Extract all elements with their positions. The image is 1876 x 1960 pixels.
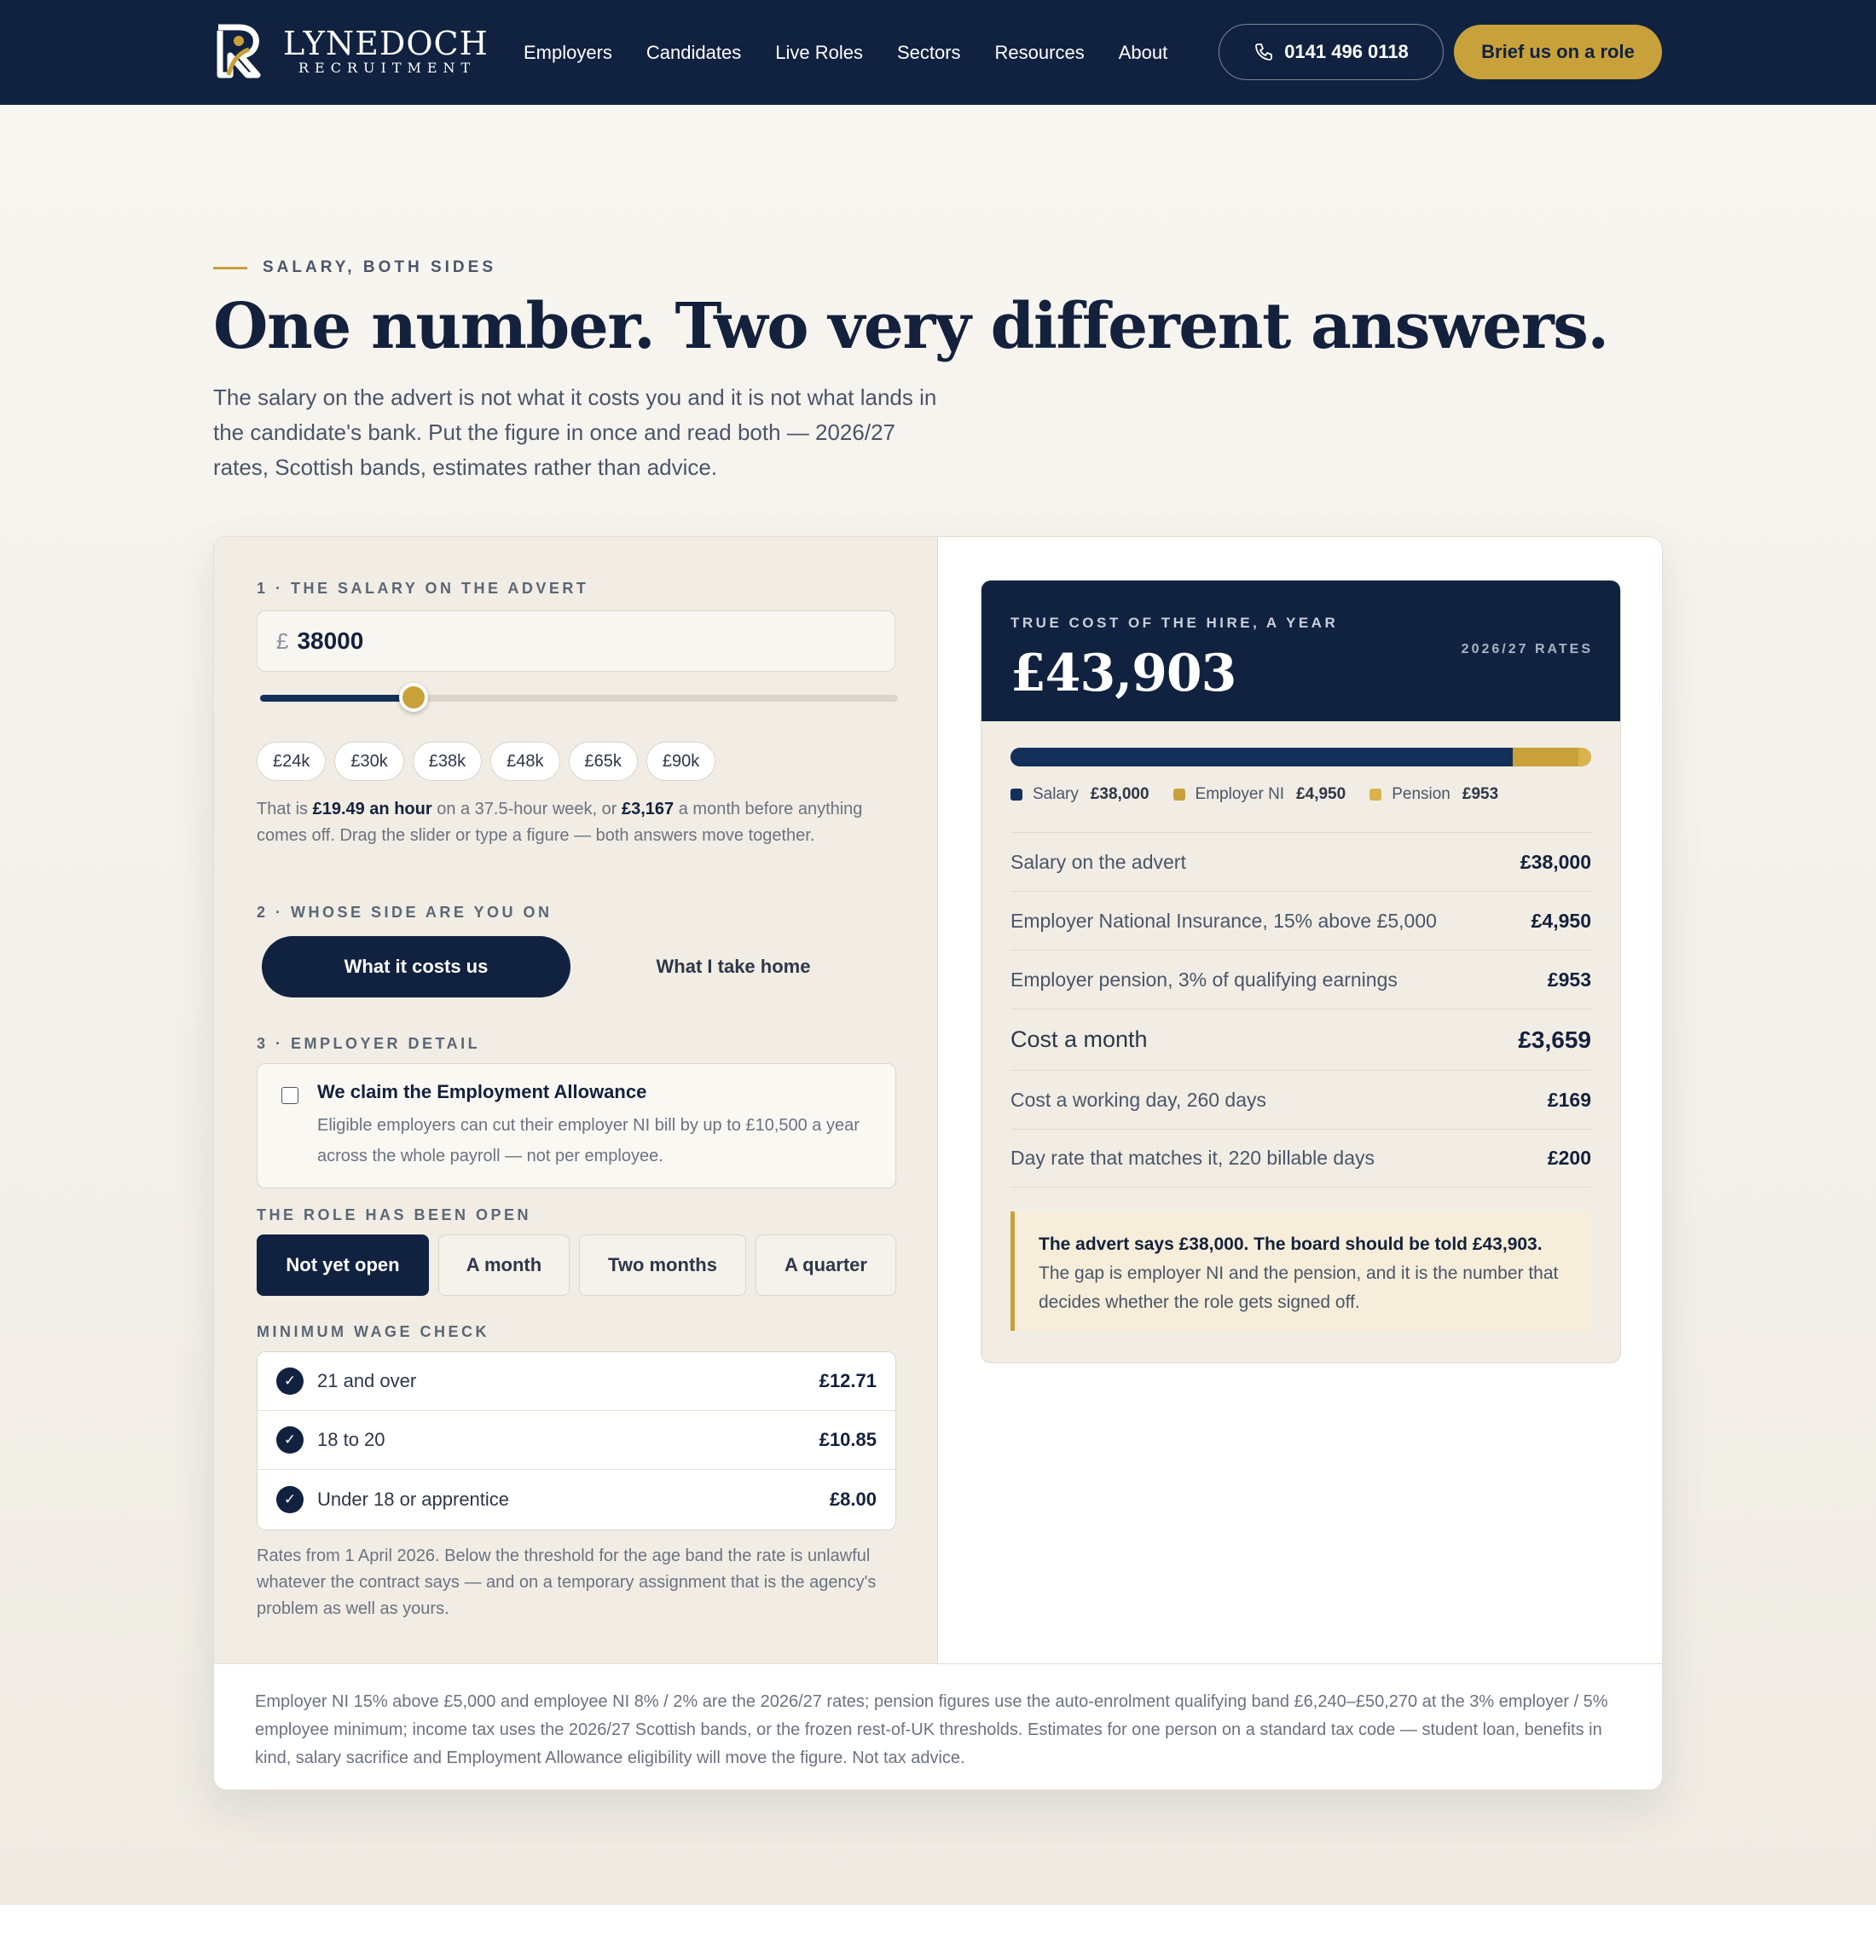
calculator-inputs — [214, 537, 938, 1663]
preset-30k[interactable]: £30k — [334, 742, 403, 781]
brief-role-button[interactable]: Brief us on a role — [1454, 25, 1662, 79]
salary-presets — [257, 742, 715, 781]
row-employer-ni — [1010, 891, 1591, 950]
nav-live-roles[interactable]: Live Roles — [775, 41, 863, 63]
slider-handle[interactable] — [399, 683, 428, 712]
page-intro: The salary on the advert is not what it costs you and it is not what lands in the candidate's bank. Put the figure in once and read both — 2026/27 rates, Scottish bands, estimates rather than advice. — [213, 384, 937, 480]
preset-90k[interactable]: £90k — [646, 742, 715, 781]
nav-candidates[interactable]: Candidates — [646, 41, 742, 63]
minimum-wage-label: MINIMUM WAGE CHECK — [257, 1323, 489, 1340]
cost-header — [981, 581, 1621, 721]
preset-24k[interactable]: £24k — [257, 742, 326, 781]
bar-segment-employer-ni — [1513, 748, 1578, 766]
age-band: 21 and over — [317, 1370, 417, 1391]
legend-swatch — [1369, 789, 1381, 801]
step3-label: 3 · EMPLOYER DETAIL — [257, 1035, 481, 1052]
employment-allowance-option[interactable] — [257, 1063, 896, 1188]
wage-rate: £8.00 — [829, 1488, 877, 1510]
row-cost-month — [1010, 1009, 1591, 1070]
legend-value: £4,950 — [1296, 785, 1346, 803]
logo-name: LYNEDOCH — [283, 25, 489, 62]
row-value: £169 — [1547, 1088, 1591, 1111]
wage-rate: £10.85 — [819, 1429, 877, 1450]
cost-rows — [1010, 832, 1591, 1188]
legend-label: Employer NI — [1195, 785, 1285, 803]
salary-breakdown-note — [257, 796, 896, 849]
total-cost: £43,903 — [1010, 644, 1236, 703]
table-row — [258, 1470, 895, 1529]
period-a-month[interactable]: A month — [438, 1234, 570, 1296]
cost-panel — [981, 580, 1621, 1363]
allowance-title: We claim the Employment Allowance — [317, 1081, 647, 1102]
step1-label: 1 · THE SALARY ON THE ADVERT — [257, 580, 589, 597]
eyebrow-rule — [213, 267, 247, 269]
row-label: Salary on the advert — [1010, 850, 1186, 873]
nav-resources[interactable]: Resources — [994, 41, 1085, 63]
allowance-description: Eligible employers can cut their employer NI bill by up to £10,500 a year across the whole payroll — not per employee. — [317, 1116, 860, 1165]
note-pre: That is — [257, 800, 313, 818]
role-open-label: THE ROLE HAS BEEN OPEN — [257, 1206, 532, 1223]
currency-symbol: £ — [276, 627, 289, 654]
page-title: One number. Two very different answers. — [213, 290, 1608, 363]
row-label: Cost a working day, 260 days — [1010, 1088, 1267, 1111]
row-label: Cost a month — [1010, 1026, 1148, 1052]
legend-salary — [1010, 785, 1149, 804]
row-day-rate — [1010, 1129, 1591, 1188]
toggle-employer-cost[interactable]: What it costs us — [262, 936, 570, 997]
cost-legend — [1010, 785, 1522, 804]
legend-swatch — [1173, 789, 1185, 801]
callout-text: The gap is employer NI and the pension, and it is the number that decides whether the role gets signed off. — [1039, 1263, 1559, 1312]
logo-mark-icon — [213, 24, 275, 78]
row-salary — [1010, 832, 1591, 891]
preset-65k[interactable]: £65k — [569, 742, 638, 781]
minimum-wage-note: Rates from 1 April 2026. Below the threshold for the age band the rate is unlawful whatever the contract says — and on a temporary assignment that is the agency's problem as well as yours. — [257, 1547, 877, 1618]
footer-strip — [0, 1904, 1876, 1960]
preset-38k[interactable]: £38k — [413, 742, 482, 781]
bar-segment-pension — [1578, 748, 1591, 766]
board-callout — [1010, 1211, 1591, 1331]
row-cost-day — [1010, 1070, 1591, 1129]
cost-label: TRUE COST OF THE HIRE, A YEAR — [1010, 615, 1339, 631]
legend-pension — [1369, 785, 1498, 804]
period-not-yet-open[interactable]: Not yet open — [257, 1234, 429, 1296]
legend-label: Salary — [1033, 785, 1079, 803]
period-two-months[interactable]: Two months — [579, 1234, 746, 1296]
check-icon: ✓ — [276, 1426, 304, 1454]
bar-segment-salary — [1010, 748, 1513, 766]
table-row — [258, 1411, 895, 1470]
toggle-take-home[interactable]: What I take home — [656, 956, 811, 977]
top-navigation — [0, 0, 1876, 105]
note-post: a month before anything comes off. Drag the slider or type a figure — both answers move together. — [257, 800, 863, 845]
eyebrow-text: SALARY, BOTH SIDES — [263, 258, 496, 276]
salary-slider[interactable] — [260, 695, 898, 702]
section-eyebrow — [213, 258, 496, 277]
callout-headline: The advert says £38,000. The board should be told £43,903. — [1039, 1234, 1543, 1254]
phone-button[interactable] — [1219, 24, 1444, 80]
nav-employers[interactable]: Employers — [524, 41, 612, 63]
check-icon: ✓ — [276, 1486, 304, 1513]
salary-calculator-card — [213, 536, 1663, 1790]
age-band: 18 to 20 — [317, 1429, 385, 1450]
phone-icon — [1254, 42, 1274, 62]
slider-fill — [260, 695, 414, 702]
calculator-results — [938, 537, 1663, 1663]
row-value: £4,950 — [1531, 909, 1591, 932]
row-value: £200 — [1547, 1147, 1591, 1169]
side-toggle — [262, 936, 896, 997]
logo-subtitle: RECRUITMENT — [298, 60, 477, 76]
row-label: Employer National Insurance, 15% above £5,000 — [1010, 909, 1437, 932]
legend-value: £38,000 — [1090, 785, 1149, 803]
row-value: £953 — [1547, 968, 1591, 991]
monthly-gross: £3,167 — [622, 800, 675, 818]
legend-value: £953 — [1462, 785, 1499, 803]
row-value: £38,000 — [1520, 850, 1591, 873]
logo[interactable] — [213, 24, 489, 78]
rates-tag: 2026/27 RATES — [1461, 642, 1593, 656]
employment-allowance-checkbox[interactable] — [281, 1087, 298, 1104]
age-band: Under 18 or apprentice — [317, 1488, 510, 1510]
preset-48k[interactable]: £48k — [490, 742, 559, 781]
hourly-rate: £19.49 an hour — [312, 800, 432, 818]
legend-swatch — [1010, 789, 1022, 801]
period-a-quarter[interactable]: A quarter — [756, 1234, 896, 1296]
check-icon: ✓ — [276, 1367, 304, 1395]
phone-number: 0141 496 0118 — [1284, 41, 1409, 62]
row-label: Employer pension, 3% of qualifying earnings — [1010, 968, 1398, 991]
row-pension — [1010, 950, 1591, 1009]
salary-input[interactable] — [297, 627, 808, 655]
row-label: Day rate that matches it, 220 billable days — [1010, 1147, 1375, 1169]
note-mid: on a 37.5-hour week, or — [431, 800, 622, 818]
minimum-wage-table — [257, 1351, 896, 1530]
salary-field[interactable] — [257, 610, 895, 672]
nav-about[interactable]: About — [1118, 41, 1168, 63]
role-open-options — [257, 1234, 896, 1296]
cost-breakdown-bar — [1010, 748, 1591, 766]
table-row — [258, 1352, 895, 1411]
legend-employer-ni — [1173, 785, 1346, 804]
nav-sectors[interactable]: Sectors — [896, 41, 961, 63]
row-value: £3,659 — [1518, 1026, 1591, 1053]
main-nav — [524, 0, 1201, 105]
wage-rate: £12.71 — [819, 1370, 877, 1391]
calculator-footnote: Employer NI 15% above £5,000 and employee NI 8% / 2% are the 2026/27 rates; pension figures use the auto-enrolment qualifying band £6,240–£50,270 at the 3% employer / 5% employee minimum; income tax uses the 2026/27 Scottish bands, or the frozen rest-of-UK thresholds. Estimates for one person on a standard tax code — student loan, benefits in kind, salary sacrifice and Employment Allowance eligibility will move the figure. Not tax advice. — [214, 1663, 1663, 1790]
legend-label: Pension — [1392, 785, 1450, 803]
step2-label: 2 · WHOSE SIDE ARE YOU ON — [257, 904, 553, 921]
